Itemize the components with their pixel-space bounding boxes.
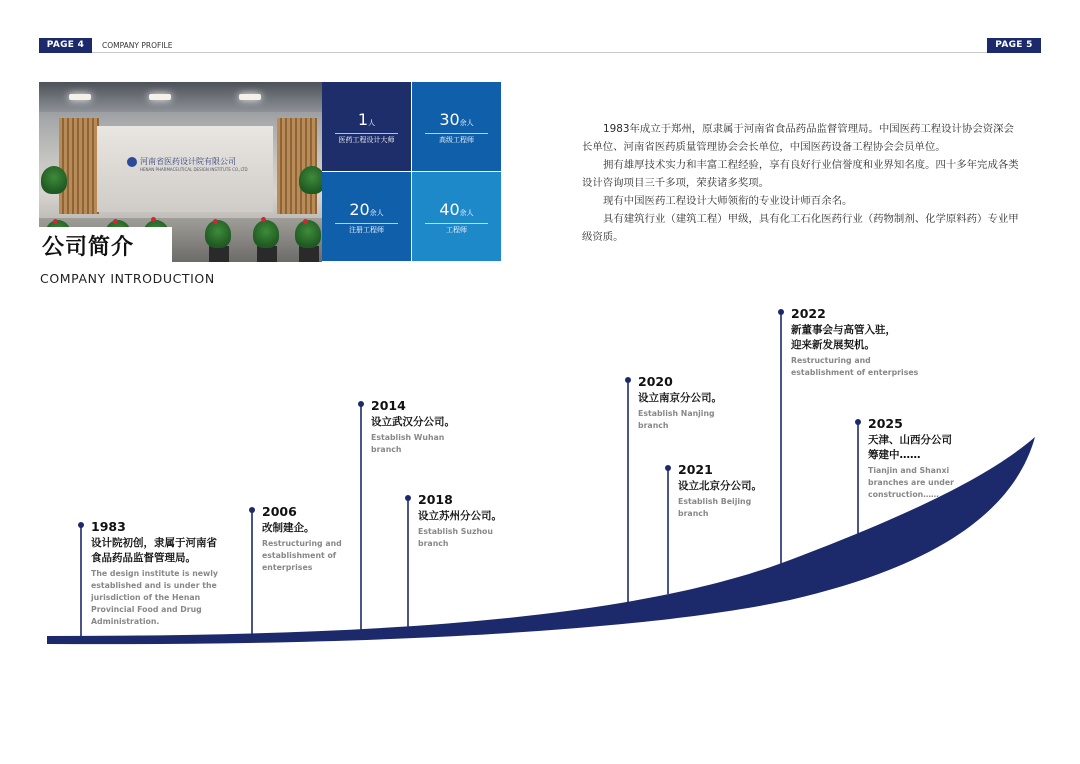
milestone-text-en: The design institute is newly established and is under the jurisdiction of the Henan Provincial Food and Drug Administration. [91, 569, 218, 626]
milestone-text-en: Restructuring and establishment of enterprises [262, 539, 342, 572]
milestone-dot [665, 465, 671, 471]
milestone-text-cn: 天津、山西分公司 筹建中…… [868, 434, 952, 461]
stat-label: 高级工程师 [439, 136, 474, 144]
milestone-dot [78, 522, 84, 528]
milestone-text-cn: 设立北京分公司。 [678, 480, 762, 492]
stat-number: 30 [439, 110, 460, 129]
milestone-dot [405, 495, 411, 501]
milestone-text-en: Establish Suzhou branch [418, 527, 493, 548]
stat-number: 40 [439, 200, 460, 219]
stat-unit: 余人 [459, 119, 474, 127]
stat-number: 1 [357, 110, 369, 129]
milestone-text-cn: 设立南京分公司。 [638, 392, 722, 404]
intro-paragraph: 具有建筑行业（建筑工程）甲级，具有化工石化医药行业（药物制剂、化学原料药）专业甲级资质。 [582, 213, 1019, 243]
milestone-dot [625, 377, 631, 383]
intro-paragraph: 1983年成立于郑州，原隶属于河南省食品药品监督管理局。中国医药工程设计协会资深会长单位、河南省医药质量管理协会会长单位，中国医药设备工程协会会员单位。 [582, 123, 1014, 153]
milestone-2022 [791, 306, 956, 379]
milestone-text-cn: 设立苏州分公司。 [418, 510, 502, 522]
milestone-dot [778, 309, 784, 315]
page-number-right: PAGE 5 [987, 38, 1041, 53]
page-number-left: PAGE 4 [39, 38, 92, 53]
milestone-text-cn: 新董事会与高管入驻， 迎来新发展契机。 [791, 324, 896, 351]
milestone-year: 2014 [371, 398, 406, 413]
milestone-dot [855, 419, 861, 425]
milestone-year: 2018 [418, 492, 453, 507]
section-title-en: COMPANY INTRODUCTION [40, 271, 215, 286]
milestone-text-cn: 设计院初创，隶属于河南省 食品药品监督管理局。 [91, 537, 217, 564]
milestone-text-en: Establish Beijing branch [678, 497, 752, 518]
stat-unit: 余人 [369, 209, 384, 217]
milestone-dot [358, 401, 364, 407]
milestone-2006 [262, 504, 427, 574]
photo-sign-subtext: HENAN PHARMACEUTICAL DESIGN INSTITUTE CO.,LTD [140, 167, 248, 172]
milestone-text-en: Establish Wuhan branch [371, 433, 445, 454]
milestone-year: 2025 [868, 416, 903, 431]
stat-unit: 人 [368, 119, 376, 127]
milestone-text-cn: 设立武汉分公司。 [371, 416, 455, 428]
milestone-2021 [678, 462, 843, 520]
stat-label: 工程师 [446, 226, 467, 234]
stat-label: 医药工程设计大师 [338, 136, 395, 144]
milestone-2025 [868, 416, 1033, 501]
milestone-year: 1983 [91, 519, 126, 534]
stat-unit: 余人 [459, 209, 474, 217]
stat-label: 注册工程师 [349, 226, 384, 234]
milestone-text-cn: 改制建企。 [262, 522, 315, 534]
milestone-2020 [638, 374, 803, 432]
milestone-year: 2021 [678, 462, 713, 477]
milestone-dot [249, 507, 255, 513]
milestone-year: 2006 [262, 504, 297, 519]
milestone-year: 2020 [638, 374, 673, 389]
milestone-text-en: Establish Nanjing branch [638, 409, 715, 430]
milestone-text-en: Tianjin and Shanxi branches are under construction…… [868, 466, 954, 499]
photo-sign-text: 河南省医药设计院有限公司 [140, 157, 236, 166]
milestone-text-en: Restructuring and establishment of enterprises [791, 356, 919, 377]
header-subtitle: COMPANY PROFILE [102, 41, 173, 50]
intro-paragraph: 现有中国医药工程设计大师领衔的专业设计师百余名。 [603, 195, 853, 207]
milestone-2018 [418, 492, 583, 550]
milestone-year: 2022 [791, 306, 826, 321]
milestone-2014 [371, 398, 536, 456]
intro-paragraph: 拥有雄厚技术实力和丰富工程经验，享有良好行业信誉度和业界知名度。四十多年完成各类设计咨询项目三千多项，荣获诸多奖项。 [582, 159, 1019, 189]
stat-number: 20 [349, 200, 370, 219]
milestone-1983 [91, 519, 256, 628]
section-title-cn: 公司简介 [42, 235, 135, 260]
